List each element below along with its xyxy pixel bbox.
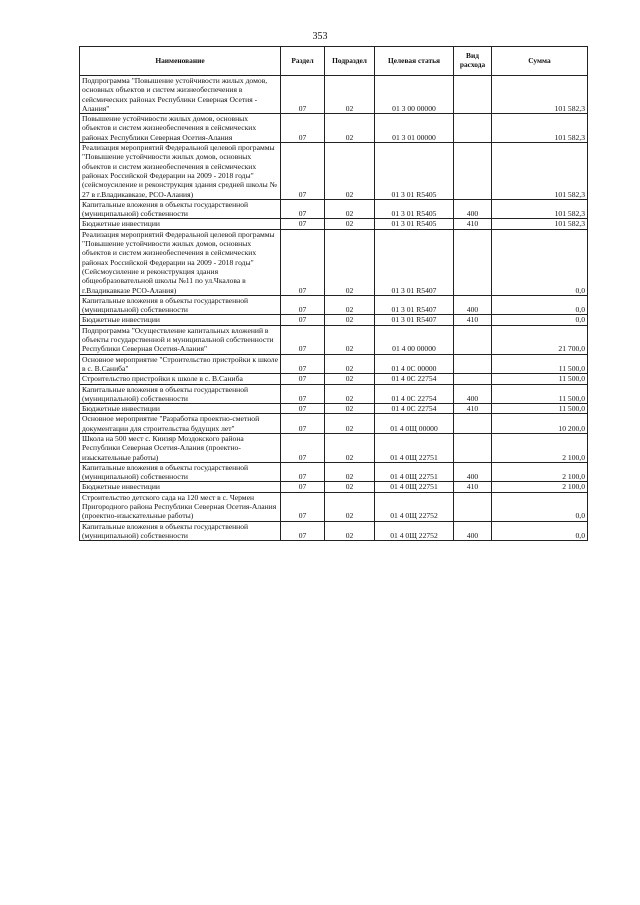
row-section: 07 bbox=[281, 492, 325, 521]
table-row bbox=[80, 414, 588, 434]
row-subsection: 02 bbox=[325, 229, 375, 295]
row-name: Бюджетные инвестиции bbox=[80, 315, 281, 325]
row-article: 01 3 01 R5407 bbox=[375, 295, 454, 315]
row-amount: 2 100,0 bbox=[492, 482, 588, 492]
row-type bbox=[454, 325, 492, 354]
row-name: Капитальные вложения в объекты государственной (муниципальной) собственности bbox=[80, 295, 281, 315]
header-section: Раздел bbox=[281, 47, 325, 76]
row-name: Основное мероприятие "Разработка проектно-сметной документации для строительства будущих лет" bbox=[80, 414, 281, 434]
row-name: Подпрограмма "Повышение устойчивости жилых домов, основных объектов и систем жизнеобеспечения в сейсмических районах Республики Северная Осетия - Алания" bbox=[80, 76, 281, 114]
row-section: 07 bbox=[281, 76, 325, 114]
row-article: 01 4 0С 00000 bbox=[375, 354, 454, 374]
table-row bbox=[80, 521, 588, 541]
row-type: 400 bbox=[454, 199, 492, 219]
row-section: 07 bbox=[281, 462, 325, 482]
row-amount: 101 582,3 bbox=[492, 219, 588, 229]
table-header-row bbox=[80, 47, 588, 76]
row-type bbox=[454, 143, 492, 200]
row-section: 07 bbox=[281, 143, 325, 200]
row-subsection: 02 bbox=[325, 492, 375, 521]
row-type bbox=[454, 76, 492, 114]
row-article: 01 4 0С 22754 bbox=[375, 404, 454, 414]
row-article: 01 4 0Щ 00000 bbox=[375, 414, 454, 434]
row-article: 01 3 01 R5407 bbox=[375, 229, 454, 295]
page-number: 353 bbox=[312, 31, 328, 42]
table-row bbox=[80, 374, 588, 384]
table-row bbox=[80, 462, 588, 482]
row-subsection: 02 bbox=[325, 482, 375, 492]
row-name: Подпрограмма "Осуществление капитальных вложений в объекты государственной и муниципальной собственности Республики Северная Осетия-Алания" bbox=[80, 325, 281, 354]
row-section: 07 bbox=[281, 114, 325, 143]
table-row bbox=[80, 325, 588, 354]
row-type bbox=[454, 114, 492, 143]
row-name: Школа на 500 мест с. Киизяр Моздокского района Республики Северная Осетия-Алания (проектно-изыскательные работы) bbox=[80, 433, 281, 462]
row-amount: 101 582,3 bbox=[492, 76, 588, 114]
table-row bbox=[80, 76, 588, 114]
table-row bbox=[80, 384, 588, 404]
row-subsection: 02 bbox=[325, 199, 375, 219]
header-expense-type: Вид расхода bbox=[454, 47, 492, 76]
row-subsection: 02 bbox=[325, 374, 375, 384]
row-section: 07 bbox=[281, 433, 325, 462]
table-row bbox=[80, 199, 588, 219]
row-section: 07 bbox=[281, 354, 325, 374]
row-section: 07 bbox=[281, 482, 325, 492]
row-article: 01 3 01 R5405 bbox=[375, 143, 454, 200]
row-subsection: 02 bbox=[325, 315, 375, 325]
row-amount: 11 500,0 bbox=[492, 374, 588, 384]
budget-table bbox=[79, 46, 588, 541]
row-amount: 2 100,0 bbox=[492, 433, 588, 462]
table-row bbox=[80, 404, 588, 414]
row-subsection: 02 bbox=[325, 384, 375, 404]
row-type: 410 bbox=[454, 482, 492, 492]
row-article: 01 3 01 R5405 bbox=[375, 219, 454, 229]
row-amount: 11 500,0 bbox=[492, 404, 588, 414]
row-article: 01 3 01 R5405 bbox=[375, 199, 454, 219]
row-subsection: 02 bbox=[325, 325, 375, 354]
table-row bbox=[80, 354, 588, 374]
table-row bbox=[80, 295, 588, 315]
row-amount: 101 582,3 bbox=[492, 114, 588, 143]
row-subsection: 02 bbox=[325, 219, 375, 229]
header-amount: Сумма bbox=[492, 47, 588, 76]
table-row bbox=[80, 482, 588, 492]
row-section: 07 bbox=[281, 521, 325, 541]
row-name: Реализация мероприятий Федеральной целевой программы "Повышение устойчивости жилых домов, основных объектов и систем жизнеобеспечения в сейсмических районах Российской Федерации на 2009 - 2018 годы" (Сейсмоусиление и реконструкция здания общеобразовательной школы №11 по ул.Чкалова в г.Владикавказе РСО-Алания) bbox=[80, 229, 281, 295]
row-subsection: 02 bbox=[325, 414, 375, 434]
row-amount: 11 500,0 bbox=[492, 354, 588, 374]
row-section: 07 bbox=[281, 219, 325, 229]
row-subsection: 02 bbox=[325, 433, 375, 462]
row-subsection: 02 bbox=[325, 404, 375, 414]
row-amount: 101 582,3 bbox=[492, 143, 588, 200]
table-row bbox=[80, 433, 588, 462]
row-section: 07 bbox=[281, 384, 325, 404]
table-row bbox=[80, 219, 588, 229]
row-subsection: 02 bbox=[325, 295, 375, 315]
row-amount: 0,0 bbox=[492, 521, 588, 541]
row-type bbox=[454, 229, 492, 295]
row-section: 07 bbox=[281, 229, 325, 295]
row-type: 410 bbox=[454, 404, 492, 414]
row-type: 400 bbox=[454, 462, 492, 482]
row-article: 01 4 0Щ 22751 bbox=[375, 482, 454, 492]
table-row bbox=[80, 492, 588, 521]
row-name: Реализация мероприятий Федеральной целевой программы "Повышение устойчивости жилых домов, основных объектов и систем жизнеобеспечения в сейсмических районах Российской Федерации на 2009 - 2018 годы" (сейсмоусиление и реконструкция здания средней школы № 27 в г.Владикавказе, РСО-Алания) bbox=[80, 143, 281, 200]
header-target-article: Целевая статья bbox=[375, 47, 454, 76]
row-article: 01 3 01 00000 bbox=[375, 114, 454, 143]
row-article: 01 4 0Щ 22751 bbox=[375, 433, 454, 462]
row-amount: 0,0 bbox=[492, 315, 588, 325]
header-subsection: Подраздел bbox=[325, 47, 375, 76]
row-type: 410 bbox=[454, 219, 492, 229]
row-section: 07 bbox=[281, 325, 325, 354]
row-type bbox=[454, 414, 492, 434]
row-subsection: 02 bbox=[325, 114, 375, 143]
row-name: Строительство детского сада на 120 мест в с. Чермен Пригородного района Республики Северная Осетия-Алания (проектно-изыскательные работы) bbox=[80, 492, 281, 521]
row-section: 07 bbox=[281, 414, 325, 434]
row-subsection: 02 bbox=[325, 462, 375, 482]
row-name: Капитальные вложения в объекты государственной (муниципальной) собственности bbox=[80, 462, 281, 482]
row-subsection: 02 bbox=[325, 354, 375, 374]
row-amount: 101 582,3 bbox=[492, 199, 588, 219]
row-article: 01 4 00 00000 bbox=[375, 325, 454, 354]
row-article: 01 4 0Щ 22752 bbox=[375, 492, 454, 521]
row-section: 07 bbox=[281, 404, 325, 414]
row-amount: 2 100,0 bbox=[492, 462, 588, 482]
row-article: 01 4 0С 22754 bbox=[375, 374, 454, 384]
row-name: Бюджетные инвестиции bbox=[80, 404, 281, 414]
row-article: 01 4 0С 22754 bbox=[375, 384, 454, 404]
row-amount: 11 500,0 bbox=[492, 384, 588, 404]
row-article: 01 3 00 00000 bbox=[375, 76, 454, 114]
row-type bbox=[454, 354, 492, 374]
row-subsection: 02 bbox=[325, 521, 375, 541]
row-section: 07 bbox=[281, 199, 325, 219]
row-type: 400 bbox=[454, 521, 492, 541]
row-name: Бюджетные инвестиции bbox=[80, 219, 281, 229]
row-name: Строительство пристройки к школе в с. В.Саниба bbox=[80, 374, 281, 384]
row-article: 01 4 0Щ 22752 bbox=[375, 521, 454, 541]
row-type bbox=[454, 433, 492, 462]
row-amount: 0,0 bbox=[492, 229, 588, 295]
header-name: Наименование bbox=[80, 47, 281, 76]
row-amount: 10 200,0 bbox=[492, 414, 588, 434]
row-name: Капитальные вложения в объекты государственной (муниципальной) собственности bbox=[80, 521, 281, 541]
row-type: 400 bbox=[454, 295, 492, 315]
row-name: Бюджетные инвестиции bbox=[80, 482, 281, 492]
row-section: 07 bbox=[281, 374, 325, 384]
table-row bbox=[80, 315, 588, 325]
row-amount: 0,0 bbox=[492, 492, 588, 521]
row-type bbox=[454, 492, 492, 521]
row-type bbox=[454, 374, 492, 384]
row-article: 01 4 0Щ 22751 bbox=[375, 462, 454, 482]
row-article: 01 3 01 R5407 bbox=[375, 315, 454, 325]
row-name: Повышение устойчивости жилых домов, основных объектов и систем жизнеобеспечения в сейсмических районах Республики Северная Осетия-Алания bbox=[80, 114, 281, 143]
table-row bbox=[80, 143, 588, 200]
row-section: 07 bbox=[281, 295, 325, 315]
row-type: 400 bbox=[454, 384, 492, 404]
table-row bbox=[80, 229, 588, 295]
row-name: Капитальные вложения в объекты государственной (муниципальной) собственности bbox=[80, 384, 281, 404]
row-name: Основное мероприятие "Строительство пристройки к школе в с. В.Саниба" bbox=[80, 354, 281, 374]
row-subsection: 02 bbox=[325, 76, 375, 114]
row-subsection: 02 bbox=[325, 143, 375, 200]
row-amount: 0,0 bbox=[492, 295, 588, 315]
table-row bbox=[80, 114, 588, 143]
row-section: 07 bbox=[281, 315, 325, 325]
row-amount: 21 700,0 bbox=[492, 325, 588, 354]
row-type: 410 bbox=[454, 315, 492, 325]
row-name: Капитальные вложения в объекты государственной (муниципальной) собственности bbox=[80, 199, 281, 219]
